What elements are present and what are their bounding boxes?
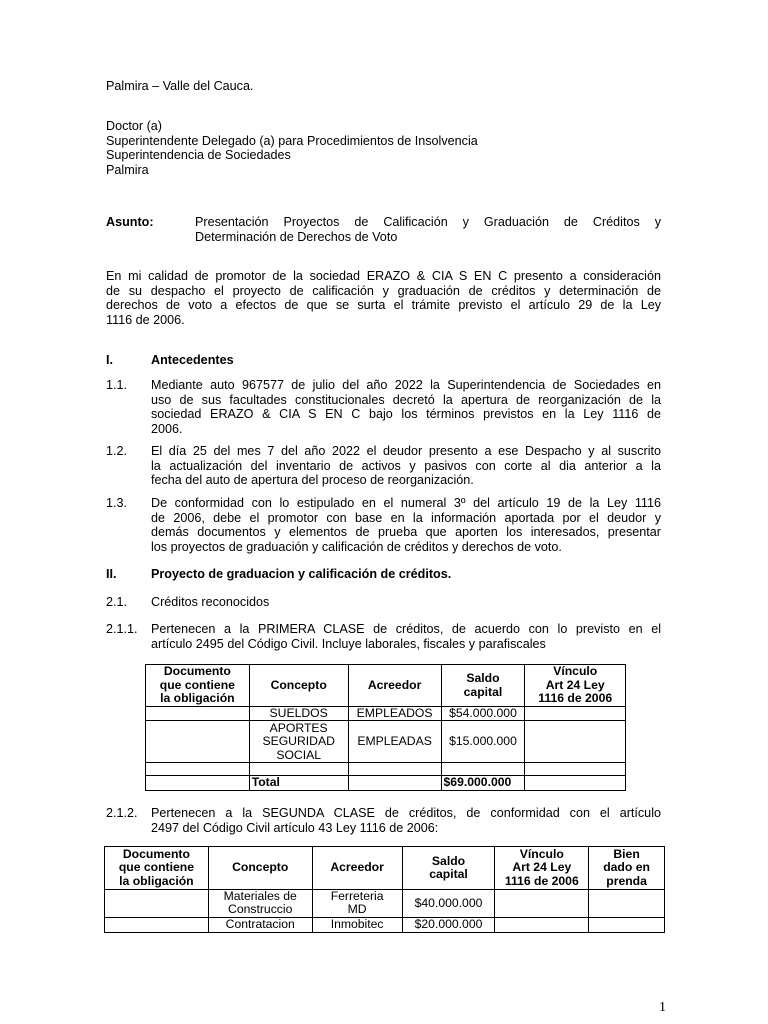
subsection-number: 2.1. bbox=[106, 595, 128, 609]
table-cell bbox=[495, 917, 589, 932]
table-cell bbox=[495, 890, 589, 918]
section2-title: Proyecto de graduacion y calificación de créditos. bbox=[151, 567, 452, 581]
table-cell bbox=[105, 890, 209, 918]
table-cell: $40.000.000 bbox=[402, 890, 495, 918]
total-label: Total bbox=[249, 776, 348, 790]
table-cell bbox=[525, 776, 626, 790]
item-1-2-text bbox=[151, 444, 661, 488]
paragraph-line: Pertenecen a la PRIMERA CLASE de créditos, de acuerdo con lo previsto en el bbox=[151, 622, 661, 636]
table-cell: Inmobitec bbox=[312, 917, 402, 932]
table-cell bbox=[525, 707, 626, 721]
item-line: 2006. bbox=[151, 421, 183, 436]
header-vinculo: Vínculo Art 24 Ley 1116 de 2006 bbox=[525, 665, 626, 707]
item-number: 1.3. bbox=[106, 496, 128, 510]
table-cell bbox=[589, 890, 665, 918]
table-cell: SUELDOS bbox=[249, 707, 348, 721]
item-line: la actualización del inventario de activos y pasivos con corte al dia anterior a la bbox=[151, 458, 661, 473]
intro-line: En mi calidad de promotor de la sociedad ERAZO & CIA S EN C presento a consideración bbox=[106, 269, 661, 283]
table-cell bbox=[589, 917, 665, 932]
table-cell bbox=[441, 763, 525, 776]
table-cell: APORTES SEGURIDAD SOCIAL bbox=[249, 721, 348, 763]
header-concepto: Concepto bbox=[249, 665, 348, 707]
place-line: Palmira – Valle del Cauca. bbox=[106, 79, 254, 93]
table-cell: Materiales de Construccio bbox=[208, 890, 312, 918]
table-cell bbox=[146, 776, 250, 790]
second-class-credits-table bbox=[104, 846, 665, 933]
table-cell: EMPLEADAS bbox=[348, 721, 441, 763]
header-concepto: Concepto bbox=[208, 847, 312, 890]
item-number: 1.2. bbox=[106, 444, 128, 458]
intro-line: de su despacho el proyecto de calificación y graduación de créditos y determinación de bbox=[106, 283, 661, 298]
first-class-credits-table bbox=[145, 664, 626, 791]
table-cell bbox=[348, 776, 441, 790]
item-line: los proyectos de graduación y calificación de créditos y derechos de voto. bbox=[151, 539, 562, 554]
table-header-row bbox=[146, 665, 626, 707]
recipient-line: Doctor (a) bbox=[106, 119, 162, 133]
table-cell: Ferreteria MD bbox=[312, 890, 402, 918]
table-cell bbox=[146, 707, 250, 721]
section1-number: I. bbox=[106, 353, 113, 367]
table-cell: $15.000.000 bbox=[441, 721, 525, 763]
paragraph-number: 2.1.1. bbox=[106, 622, 138, 636]
paragraph-number: 2.1.2. bbox=[106, 806, 138, 820]
table-cell bbox=[348, 763, 441, 776]
item-line: El día 25 del mes 7 del año 2022 el deudor presento a ese Despacho y al suscrito bbox=[151, 444, 661, 458]
item-1-1-text bbox=[151, 378, 661, 436]
header-acreedor: Acreedor bbox=[312, 847, 402, 890]
section1-title: Antecedentes bbox=[151, 353, 234, 367]
table-cell bbox=[249, 763, 348, 776]
subject-label: Asunto: bbox=[106, 215, 154, 229]
paragraph-line: artículo 2495 del Código Civil. Incluye laborales, fiscales y parafiscales bbox=[151, 636, 546, 651]
header-documento: Documento que contiene la obligación bbox=[105, 847, 209, 890]
intro-line: 1116 de 2006. bbox=[106, 312, 185, 327]
table-header-row bbox=[105, 847, 665, 890]
table-cell: $54.000.000 bbox=[441, 707, 525, 721]
intro-paragraph bbox=[106, 269, 661, 327]
page-number: 1 bbox=[659, 1000, 666, 1015]
table-cell bbox=[525, 721, 626, 763]
item-number: 1.1. bbox=[106, 378, 128, 392]
item-line: De conformidad con lo estipulado en el numeral 3º del artículo 19 de la Ley 1116 bbox=[151, 496, 661, 510]
table-cell: $20.000.000 bbox=[402, 917, 495, 932]
paragraph-line: Pertenecen a la SEGUNDA CLASE de créditos, de conformidad con el artículo bbox=[151, 806, 661, 820]
table-row bbox=[146, 763, 626, 776]
recipient-line: Superintendencia de Sociedades bbox=[106, 148, 291, 163]
table-row bbox=[146, 707, 626, 721]
header-saldo: Saldo capital bbox=[441, 665, 525, 707]
paragraph-2-1-2 bbox=[151, 806, 661, 835]
header-documento: Documento que contiene la obligación bbox=[146, 665, 250, 707]
table-cell bbox=[105, 917, 209, 932]
header-saldo: Saldo capital bbox=[402, 847, 495, 890]
table-row bbox=[105, 890, 665, 918]
table-row bbox=[146, 721, 626, 763]
subject-line: Presentación Proyectos de Calificación y Graduación de Créditos y bbox=[195, 215, 661, 229]
recipient-line: Palmira bbox=[106, 162, 149, 177]
table-row bbox=[105, 917, 665, 932]
paragraph-line: 2497 del Código Civil artículo 43 Ley 1116 de 2006: bbox=[151, 820, 439, 835]
item-line: de 2006, debe el promotor con base en la información aportada por el deudor y bbox=[151, 510, 661, 525]
subject-text bbox=[195, 215, 661, 244]
table-cell bbox=[525, 763, 626, 776]
table-total-row bbox=[146, 776, 626, 790]
item-line: sociedad ERAZO & CIA S EN C bajo los términos previstos en la Ley 1116 de bbox=[151, 407, 661, 422]
item-line: fecha del auto de apertura del proceso de reorganización. bbox=[151, 473, 474, 488]
subject-line: Determinación de Derechos de Voto bbox=[195, 229, 398, 244]
item-1-3-text bbox=[151, 496, 661, 554]
header-vinculo: Vínculo Art 24 Ley 1116 de 2006 bbox=[495, 847, 589, 890]
table-cell bbox=[146, 763, 250, 776]
recipient-block bbox=[106, 119, 478, 177]
item-line: Mediante auto 967577 de julio del año 2022 la Superintendencia de Sociedades en bbox=[151, 378, 661, 392]
header-bien: Bien dado en prenda bbox=[589, 847, 665, 890]
header-acreedor: Acreedor bbox=[348, 665, 441, 707]
item-line: demás documentos y elementos de prueba que aporten los interesados, presentar bbox=[151, 525, 661, 540]
recipient-line: Superintendente Delegado (a) para Procedimientos de Insolvencia bbox=[106, 133, 478, 148]
paragraph-2-1-1 bbox=[151, 622, 661, 651]
subsection-title: Créditos reconocidos bbox=[151, 595, 270, 609]
table-cell: EMPLEADOS bbox=[348, 707, 441, 721]
section2-number: II. bbox=[106, 567, 117, 581]
table-cell bbox=[146, 721, 250, 763]
intro-line: derechos de voto a efectos de que se surta el trámite previsto el artículo 29 de la Ley bbox=[106, 298, 661, 313]
item-line: uso de sus facultades constitucionales decretó la apertura de reorganización de la bbox=[151, 392, 661, 407]
table-cell: Contratacion bbox=[208, 917, 312, 932]
total-value: $69.000.000 bbox=[441, 776, 525, 790]
